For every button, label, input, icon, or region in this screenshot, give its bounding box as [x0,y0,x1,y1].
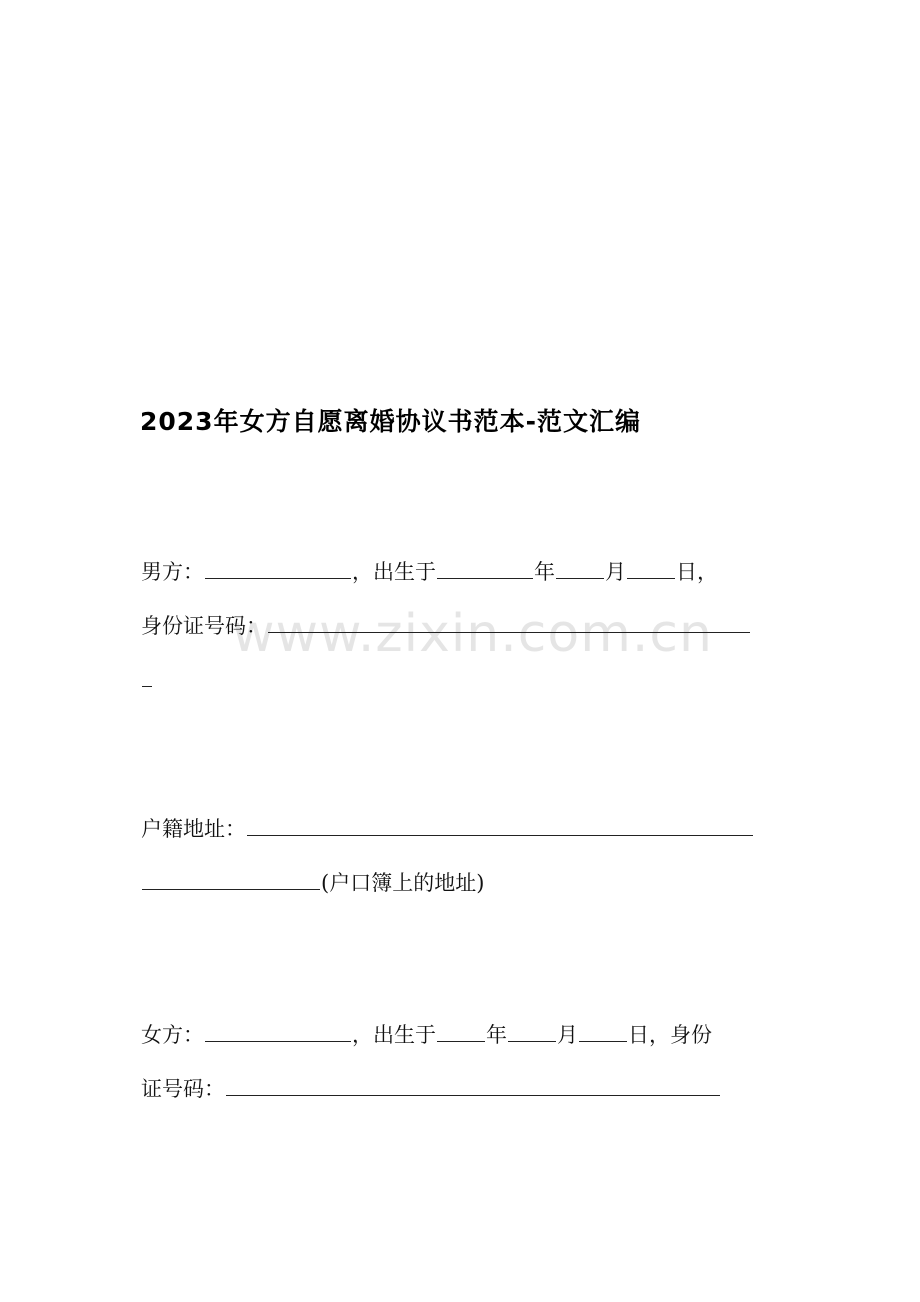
female-day-blank [579,1039,627,1042]
address-blank-continued [142,887,320,890]
male-label: 男方： [141,560,204,584]
female-label: 女方： [141,1023,204,1047]
document-title: 2023年女方自愿离婚协议书范本-范文汇编 [140,407,641,436]
female-month-blank [508,1039,556,1042]
male-id-line [141,612,751,640]
male-day-blank [627,576,675,579]
female-name-blank [205,1039,351,1042]
female-id-blank [226,1093,720,1096]
male-day-label: 日， [676,560,718,584]
male-id-label: 身份证号码： [141,614,267,638]
address-note: (户口簿上的地址) [321,871,485,895]
female-birth-line [141,1021,712,1049]
address-line [141,815,754,843]
male-month-blank [556,576,604,579]
female-year-label: 年 [486,1023,507,1047]
male-year-label: 年 [534,560,555,584]
male-id-blank [268,630,750,633]
male-name-blank [205,576,351,579]
address-continuation [141,869,484,897]
female-id-line [141,1075,721,1103]
address-label: 户籍地址： [141,817,246,841]
address-blank [247,833,753,836]
male-birth-line [141,558,718,586]
male-id-blank-continued [142,684,152,687]
female-month-label: 月 [557,1023,578,1047]
female-born-label: ，出生于 [352,1023,436,1047]
female-year-blank [437,1039,485,1042]
watermark: www.zixin.com.cn [232,604,713,664]
male-month-label: 月 [605,560,626,584]
male-year-blank [437,576,533,579]
female-id-label: 证号码： [141,1077,225,1101]
male-born-label: ，出生于 [352,560,436,584]
female-day-id-label: 日，身份 [628,1023,712,1047]
male-id-continuation [141,666,153,694]
